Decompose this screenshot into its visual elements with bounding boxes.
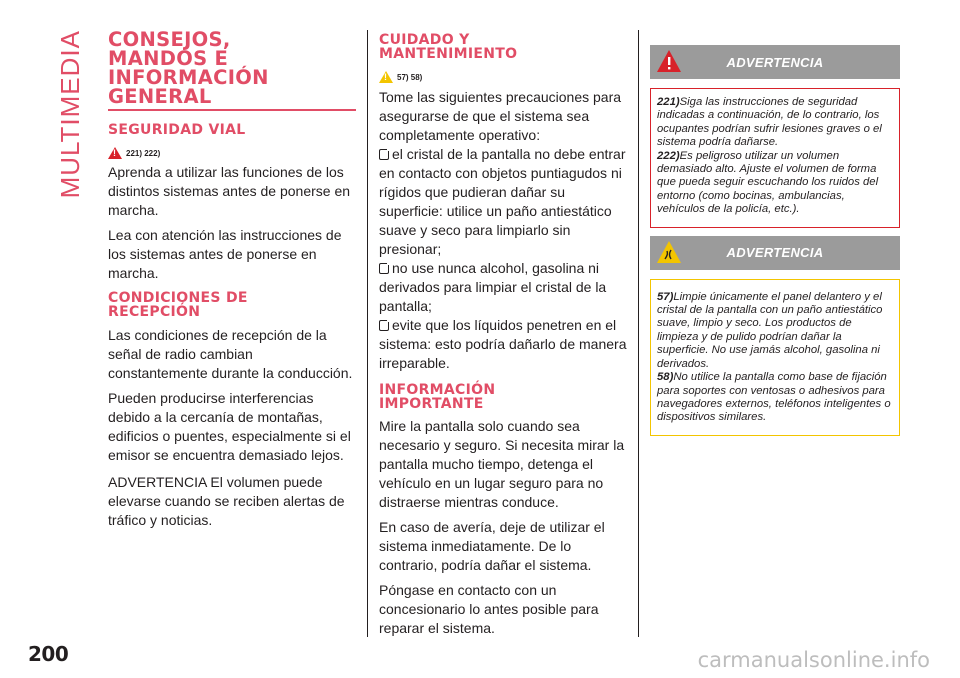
bullet-icon [379, 320, 389, 331]
paragraph: Mire la pantalla solo cuando sea necesario y seguro. Si necesita mirar la pantalla mucho tiempo, detenga el vehículo en un lugar seguro para no distraerse mientras conduce. [379, 418, 625, 510]
heading-cuidado: CUIDADO Y MANTENIMIENTO [379, 32, 518, 62]
warning-refs [108, 141, 356, 159]
paragraph: Lea con atención las instrucciones de los sistemas antes de ponerse en marcha. [108, 227, 342, 281]
column-3 [650, 45, 900, 436]
paragraph: Aprenda a utilizar las funciones de los distintos sistemas antes de ponerse en marcha. [108, 164, 351, 218]
slippery-road-icon [656, 240, 682, 264]
warning-title: ADVERTENCIA [726, 245, 824, 261]
warning-title: ADVERTENCIA [726, 54, 824, 70]
page-number: 200 [28, 642, 69, 666]
warning-refs [379, 65, 630, 83]
paragraph: Tome las siguientes precauciones para asegurarse de que el sistema sea completamente operativo: [379, 89, 622, 143]
column-divider [638, 30, 639, 637]
paragraph: ADVERTENCIA El volumen puede elevarse cuando se reciben alertas de tráfico y noticias. [108, 474, 345, 528]
list-item: el cristal de la pantalla no debe entrar en contacto con objetos puntiagudos ni rígidos que pudieran dañar su superficie: utilice un paño antiestático suave y seco para limpiarlo sin presionar; [379, 146, 626, 257]
column-2 [379, 30, 630, 644]
section-side-label [52, 30, 88, 199]
danger-icon [108, 147, 122, 159]
danger-icon [656, 49, 682, 73]
list-item: no use nunca alcohol, gasolina ni derivados para limpiar el cristal de la pantalla; [379, 260, 607, 314]
heading-condiciones: CONDICIONES DE RECEPCIÓN [108, 290, 248, 320]
warning-header [650, 236, 900, 270]
column-divider [367, 30, 368, 637]
main-title: CONSEJOS, MANDOS E INFORMACIÓN GENERAL [108, 30, 356, 111]
warning-item: 58)No utilice la pantalla como base de fijación para soportes con ventosas o adhesivos para navegadores externos, teléfonos inteligentes o dispositivos similares. [657, 371, 891, 424]
refs-text: 57) 58) [397, 73, 423, 82]
heading-informacion: INFORMACIÓN IMPORTANTE [379, 382, 496, 412]
column-1 [108, 30, 356, 536]
warning-icon [379, 71, 393, 83]
bullet-icon [379, 263, 389, 274]
warning-item: 221)Siga las instrucciones de seguridad indicadas a continuación, de lo contrario, los ocupantes podrían sufrir lesiones graves o el sistema podría dañarse. [657, 96, 882, 149]
warning-item: 57)Limpie únicamente el panel delantero y el cristal de la pantalla con un paño antiestático suave, limpio y seco. Los productos de limpieza y de pulido podrían dañar la superficie. No use jamás alcohol, gasolina ni derivados. [657, 290, 883, 370]
paragraph: En caso de avería, deje de utilizar el sistema inmediatamente. De lo contrario, podría dañar el sistema. [379, 519, 605, 573]
refs-text: 221) 222) [126, 149, 161, 158]
watermark: carmanualsonline.info [697, 648, 930, 672]
paragraph: Póngase en contacto con un concesionario lo antes posible para reparar el sistema. [379, 582, 599, 636]
paragraph: Las condiciones de recepción de la señal de radio cambian constantemente durante la conducción. [108, 327, 353, 381]
warning-box [650, 88, 900, 228]
bullet-icon [379, 149, 389, 160]
paragraph: Pueden producirse interferencias debido a la cercanía de montañas, edificios o puentes, especialmente si el emisor se encuentra demasiado lejos. [108, 390, 351, 463]
heading-seguridad-vial: SEGURIDAD VIAL [108, 122, 246, 138]
warning-header [650, 45, 900, 79]
warning-box [650, 279, 900, 436]
side-label-text: MULTIMEDIA [54, 30, 85, 199]
list-item: evite que los líquidos penetren en el sistema: esto podría dañarlo de manera irreparable. [379, 317, 627, 371]
warning-item: 222)Es peligroso utilizar un volumen demasiado alto. Ajuste el volumen de forma que pueda seguir escuchando los ruidos del entorno (como bocinas, ambulancias, vehículos de la policía, etc.). [657, 149, 879, 216]
